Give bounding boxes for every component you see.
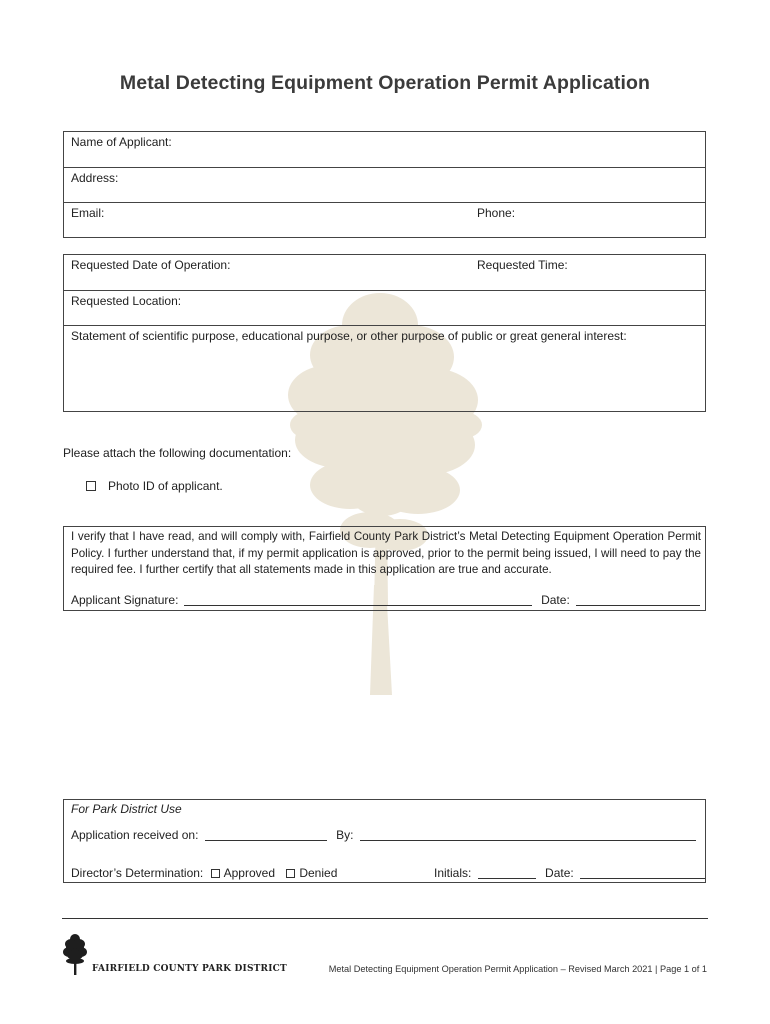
footer-revision-info: Metal Detecting Equipment Operation Permit Application – Revised March 2021 | Page 1 of 1 (328, 964, 707, 974)
photo-id-label: Photo ID of applicant. (108, 479, 223, 493)
signature-date-label: Date: (541, 593, 570, 607)
requested-date-field[interactable] (64, 255, 469, 290)
tree-logo-icon (62, 932, 88, 976)
initials-group (434, 866, 705, 880)
received-date-field[interactable] (205, 828, 327, 841)
email-phone-row (64, 203, 705, 237)
page-title: Metal Detecting Equipment Operation Permit Application (119, 72, 651, 94)
statement-label: Statement of scientific purpose, educational purpose, or other purpose of public or great general interest: (71, 329, 627, 343)
signature-date-field[interactable] (576, 593, 700, 606)
signature-field[interactable] (184, 593, 532, 606)
determination-line (71, 866, 699, 880)
name-row[interactable] (64, 132, 705, 168)
attachments-heading: Please attach the following documentation: (63, 446, 292, 460)
received-line (71, 828, 696, 842)
phone-label: Phone: (477, 206, 516, 220)
requested-time-field[interactable] (470, 255, 705, 290)
by-label: By: (336, 828, 354, 842)
request-info-box (63, 254, 706, 412)
initials-label: Initials: (434, 866, 472, 880)
signature-line (71, 593, 700, 607)
received-label: Application received on: (71, 828, 199, 842)
footer-divider (62, 918, 708, 919)
location-row[interactable] (64, 291, 705, 326)
name-label: Name of Applicant: (71, 135, 172, 149)
date-time-row (64, 255, 705, 291)
denied-checkbox[interactable] (286, 869, 295, 878)
address-row[interactable] (64, 168, 705, 203)
approved-checkbox[interactable] (211, 869, 220, 878)
signature-label: Applicant Signature: (71, 593, 179, 607)
attachment-item (86, 479, 223, 493)
denied-label: Denied (299, 866, 338, 880)
phone-field[interactable] (470, 203, 705, 237)
requested-location-label: Requested Location: (71, 294, 182, 308)
requested-date-label: Requested Date of Operation: (71, 258, 231, 272)
director-date-label: Date: (545, 866, 574, 880)
applicant-info-box (63, 131, 706, 238)
photo-id-checkbox[interactable] (86, 481, 96, 491)
verification-box (63, 526, 706, 611)
determination-label: Director’s Determination: (71, 866, 204, 880)
approved-label: Approved (223, 866, 275, 880)
statement-row[interactable] (64, 326, 705, 411)
footer-organization-name: FAIRFIELD COUNTY PARK DISTRICT (92, 964, 287, 974)
verification-statement: I verify that I have read, and will comply with, Fairfield County Park District’s Metal Detecting Equipment Operation Permit Policy. I further understand that, if my permit application is approved, prior to the permit being issued, I will need to pay the required fee. I further certify that all statements made in this application are true and accurate. (71, 530, 701, 576)
email-field[interactable] (64, 203, 470, 237)
received-by-field[interactable] (360, 828, 696, 841)
address-label: Address: (71, 171, 119, 185)
park-district-use-box (63, 799, 706, 883)
initials-field[interactable] (478, 866, 536, 879)
email-label: Email: (71, 206, 105, 220)
park-use-title: For Park District Use (71, 802, 182, 816)
director-date-field[interactable] (580, 866, 705, 879)
requested-time-label: Requested Time: (477, 258, 568, 272)
